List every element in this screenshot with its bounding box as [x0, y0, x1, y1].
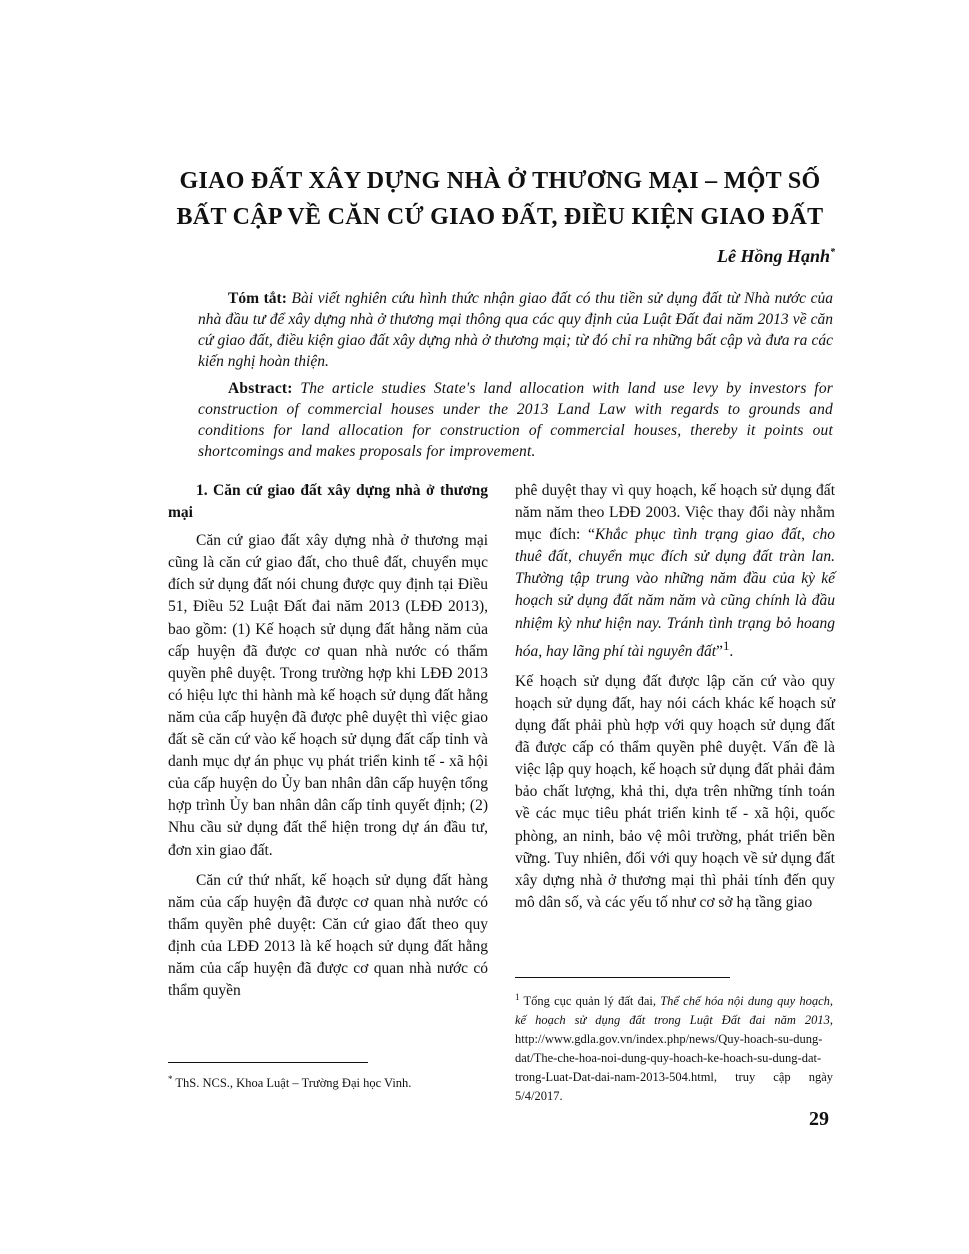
- footnote-rule-right: [515, 977, 730, 978]
- english-abstract: [198, 378, 833, 462]
- footnote-rule-left: [168, 1062, 368, 1063]
- footnote-ref-1: 1: [722, 637, 730, 653]
- article-title: [120, 163, 880, 235]
- footnote-1-rest: , http://www.gdla.gov.vn/index.php/news/Quy-hoach-su-dung-dat/The-che-hoa-noi-dung-quy-hoach-ke-hoach-su-dung-dat-trong-Luat-Dat-dai-nam-2013-504.html, truy cập ngày 5/4/2017.: [515, 1013, 833, 1104]
- vietnamese-summary: [198, 288, 833, 372]
- footnote-1: [515, 988, 833, 1106]
- author-footnote-mark-bottom: *: [168, 1074, 173, 1084]
- footnote-1-title: Thể chế hóa nội dung quy hoạch, kế hoạch sử dụng đất trong Luật Đất đai năm 2013: [515, 994, 834, 1028]
- right-column: [515, 480, 835, 922]
- summary-text: Bài viết nghiên cứu hình thức nhận giao đất có thu tiền sử dụng đất từ Nhà nước của nhà đầu tư để xây dựng nhà ở thương mại thông qua các quy định của Luật Đất đai năm 2013 về căn cứ giao đất, điều kiện giao đất xây dựng nhà ở thương mại; từ đó chỉ ra những bất cập và đưa ra các kiến nghị hoàn thiện.: [198, 290, 833, 370]
- right-p1-quote: Khắc phục tình trạng giao đất, cho thuê đất, chuyển mục đích sử dụng đất tràn lan. Thường tập trung vào những năm đầu của kỳ kế hoạch sử dụng đất năm năm và cũng chính là đầu nhiệm kỳ như hiện nay. Tránh tình trạng bỏ hoang hóa, hay lãng phí tài nguyên đất: [515, 526, 835, 660]
- page-number: 29: [809, 1108, 829, 1130]
- title-line-1: GIAO ĐẤT XÂY DỰNG NHÀ Ở THƯƠNG MẠI – MỘT SỐ: [179, 168, 821, 194]
- abstract-label: Abstract:: [228, 380, 293, 397]
- right-p1-quote-end: ”: [716, 642, 723, 660]
- title-line-2: BẤT CẬP VỀ CĂN CỨ GIAO ĐẤT, ĐIỀU KIỆN GIAO ĐẤT: [176, 204, 824, 230]
- summary-label: Tóm tắt:: [228, 290, 287, 307]
- right-p1-start: phê duyệt thay vì quy hoạch, kế hoạch sử dụng đất năm năm theo LĐĐ 2003. Việc thay đổi này nhằm mục đích: “: [515, 482, 835, 544]
- author-name-text: Lê Hồng Hạnh: [716, 246, 830, 266]
- left-paragraph-1: Căn cứ giao đất xây dựng nhà ở thương mại cũng là căn cứ giao đất, cho thuê đất, chuyển mục đích sử dụng đất nói chung được quy định tại Điều 51, Điều 52 Luật Đất đai năm 2013 (LĐĐ 2013), bao gồm: (1) Kế hoạch sử dụng đất hằng năm của cấp huyện đã được cơ quan nhà nước có thẩm quyền phê duyệt. Trong trường hợp khi LĐĐ 2013 có hiệu lực thi hành mà kế hoạch sử dụng đất hằng năm của cấp huyện đã được phê duyệt thì việc giao đất sẽ căn cứ vào kế hoạch sử dụng đất cấp tỉnh và danh mục dự án phục vụ phát triển kinh tế - xã hội của cấp huyện do Ủy ban nhân dân cấp huyện tổng hợp trình Ủy ban nhân dân cấp tỉnh quyết định; (2) Nhu cầu sử dụng đất thể hiện trong dự án đầu tư, đơn xin giao đất.: [168, 532, 488, 859]
- right-paragraph-1: [515, 480, 835, 663]
- left-paragraph-2: Căn cứ thứ nhất, kế hoạch sử dụng đất hàng năm của cấp huyện đã được cơ quan nhà nước có thẩm quyền phê duyệt: Căn cứ giao đất theo quy định của LĐĐ 2013 là kế hoạch sử dụng đất hằng năm của cấp huyện đã được cơ quan nhà nước có thẩm quyền: [168, 871, 488, 1000]
- footnote-1-lead: Tổng cục quản lý đất đai,: [523, 994, 656, 1009]
- footnote-1-mark: 1: [515, 992, 520, 1002]
- author-footnote-mark: *: [830, 247, 835, 258]
- section-heading: 1. Căn cứ giao đất xây dựng nhà ở thương mại: [168, 482, 488, 522]
- right-paragraph-2: Kế hoạch sử dụng đất được lập căn cứ vào quy hoạch sử dụng đất, hay nói cách khác kế hoạch sử dụng đất phải phù hợp với quy hoạch sử dụng đất đã được cấp có thẩm quyền phê duyệt. Vấn đề là việc lập quy hoạch, kế hoạch sử dụng đất phải đảm bảo chất lượng, khả thi, dựa trên những tính toán về các mục tiêu phát triển kinh tế - xã hội, quốc phòng, an ninh, bảo vệ môi trường, phát triển bền vững. Tuy nhiên, đối với quy hoạch về sử dụng đất xây dựng nhà ở thương mại thì phải tính đến quy mô dân số, và các yếu tố như cơ sở hạ tầng giao: [515, 672, 835, 911]
- author-name: [717, 246, 835, 267]
- abstract-text: The article studies State's land allocation with land use levy by investors for construction of commercial houses under the 2013 Land Law with regards to grounds and conditions for land allocation for construction of commercial houses, thereby it points out shortcomings and makes proposals for improvement.: [198, 380, 833, 460]
- left-column: [168, 480, 488, 1010]
- author-affiliation: ThS. NCS., Khoa Luật – Trường Đại học Vinh.: [175, 1076, 412, 1091]
- right-p1-end: .: [729, 642, 734, 660]
- author-footnote: [168, 1070, 488, 1093]
